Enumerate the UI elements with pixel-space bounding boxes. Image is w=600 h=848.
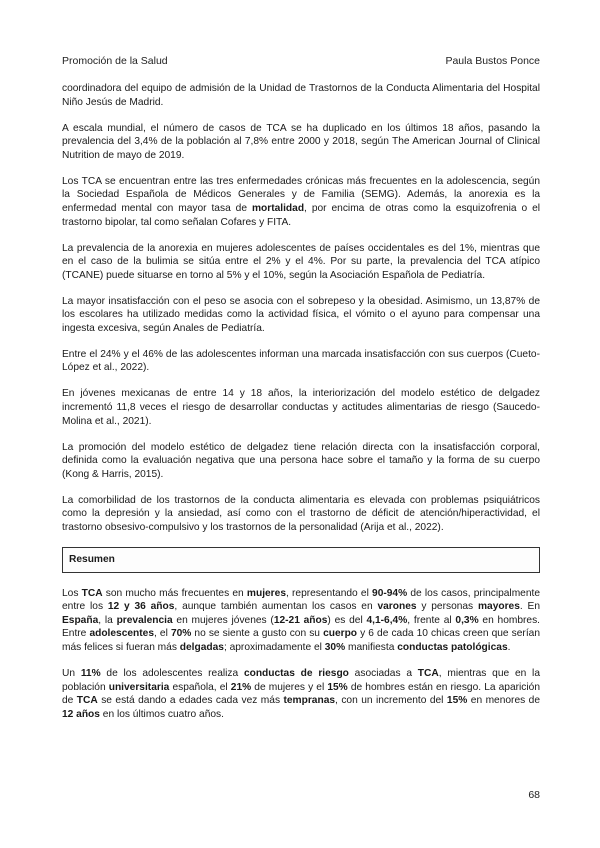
text-run: son mucho más frecuentes en [102, 587, 247, 599]
text-run: , representando el [285, 587, 373, 599]
header-course-title: Promoción de la Salud [62, 55, 168, 67]
bold-text: conductas patológicas [397, 641, 508, 653]
body-paragraph [62, 82, 540, 109]
body-paragraph [62, 348, 540, 375]
text-run: se está dando a edades cada vez más [97, 695, 284, 707]
text-run: de mujeres y el [251, 681, 328, 693]
summary-paragraph [62, 587, 540, 655]
text-run: y personas [416, 601, 478, 613]
bold-text: 12 y 36 años [107, 601, 175, 613]
text-run: . En [519, 601, 540, 613]
bold-text: España [62, 614, 99, 626]
bold-text: 15% [327, 681, 348, 693]
bold-text: 90-94% [372, 587, 408, 599]
text-run: coordinadora del equipo de admisión de la Unidad de Trastornos de la Conducta Alimentaria del Hospital Niño Jesús de Madrid. [62, 83, 540, 108]
text-run: Entre el 24% y el 46% de las adolescentes informan una marcada insatisfacción con sus cuerpos (Cueto-López et al., 2022). [62, 348, 540, 374]
document-body [62, 82, 540, 734]
text-run: , por encima de otras como la esquizofrenia o el trastorno bipolar, tal como señalan Cofares y FITA. [62, 202, 540, 228]
bold-text: 11% [80, 667, 101, 679]
bold-text: varones [377, 601, 417, 613]
text-run: manifiesta [345, 641, 398, 653]
bold-text: conductas de riesgo [243, 667, 349, 679]
body-paragraph [62, 387, 540, 428]
summary-title: Resumen [69, 553, 115, 565]
bold-text: 21% [230, 681, 252, 693]
text-run: en hombres. Entre [62, 614, 540, 640]
text-run: La prevalencia de la anorexia en mujeres adolescentes de países occidentales es del 1%, mientras que en el caso de la bulimia se sitúa entre el 2% y el 4%. Por su parte, la prevalencia del TCA atípico (TCANE) puede situarse en torno al 5% y el 10%, según la Asociación Española de Pediatría. [62, 242, 540, 281]
body-paragraph [62, 494, 540, 535]
text-run: , la [98, 614, 117, 626]
bold-text: 70% [170, 628, 192, 640]
body-paragraphs [62, 82, 540, 535]
text-run: . [507, 641, 511, 653]
text-run: Un [62, 667, 81, 679]
bold-text: delgadas [179, 641, 224, 653]
text-run: En jóvenes mexicanas de entre 14 y 18 años, la interiorización del modelo estético de delgadez incrementó 11,8 veces el riesgo de desarrollar conductas y actitudes alimentarias de riesgo (Saucedo-Molina et al., 2021). [62, 388, 540, 427]
bold-text: universitaria [108, 681, 170, 693]
bold-text: 15% [446, 695, 468, 707]
text-run: La comorbilidad de los trastornos de la conducta alimentaria es elevada con problemas psiquiátricos como la depresión y la ansiedad, así como con el trastorno de déficit de atención/hiperactividad, el trastorno obsesivo-compulsivo y los trastornos de la personalidad (Arija et al., 2022). [62, 494, 540, 533]
text-run: A escala mundial, el número de casos de TCA se ha duplicado en los últimos 18 años, pasando la prevalencia del 3,4% de la población al 7,8% entre 2000 y 2018, según The American Journal of Clinical Nutrition de mayo de 2019. [62, 122, 540, 161]
text-run: en los últimos cuatro años. [99, 708, 224, 720]
bold-text: TCA [76, 695, 98, 707]
body-paragraph [62, 175, 540, 229]
bold-text: tempranas [283, 695, 336, 707]
text-run: en mujeres jóvenes ( [172, 614, 274, 626]
summary-heading-box [62, 547, 540, 573]
summary-paragraphs [62, 587, 540, 722]
bold-text: prevalencia [116, 614, 173, 626]
bold-text: adolescentes [89, 628, 154, 640]
text-run: en menores de [467, 695, 540, 707]
header-author: Paula Bustos Ponce [445, 55, 540, 67]
bold-text: TCA [417, 667, 439, 679]
text-run: Los TCA se encuentran entre las tres enfermedades crónicas más frecuentes en la adolescencia, según la Sociedad Española de Médicos Generales y de Familia (SEMG). Además, la anorexia es la enfermedad mental con mayor tasa de [62, 175, 540, 214]
page-number: 68 [528, 789, 540, 801]
text-run: La promoción del modelo estético de delgadez tiene relación directa con la insatisfacción corporal, definida como la evaluación negativa que una persona hace sobre el tamaño y la forma de su cuerpo (Kong & Harris, 2015). [62, 441, 540, 480]
text-run: La mayor insatisfacción con el peso se asocia con el sobrepeso y la obesidad. Asimismo, un 13,87% de los escolares ha utilizado medidas como la actividad física, el vómito o el ayuno para compensar una ingesta excesiva, según Anales de Pediatría. [62, 295, 540, 334]
text-run: , frente al [407, 614, 456, 626]
text-run: ) es del [327, 614, 367, 626]
bold-text: TCA [81, 587, 103, 599]
text-run: española, el [169, 681, 231, 693]
body-paragraph [62, 242, 540, 283]
text-run: de los adolescentes realiza [100, 667, 244, 679]
text-run: , con un incremento del [335, 695, 447, 707]
body-paragraph [62, 122, 540, 163]
bold-text: mujeres [246, 587, 286, 599]
bold-text: mayores [477, 601, 520, 613]
bold-text: 0,3% [455, 614, 479, 626]
bold-text: cuerpo [323, 628, 358, 640]
text-run: y 6 de cada 10 chicas creen que serían más felices si fueran más [62, 628, 540, 653]
bold-text: 12-21 años [273, 614, 328, 626]
text-run: , el [154, 628, 171, 640]
text-run: no se siente a gusto con su [191, 628, 324, 640]
text-run: , mientras que en la población [62, 667, 540, 693]
text-run: de los casos, principalmente entre los [62, 587, 541, 613]
bold-text: 30% [324, 641, 346, 653]
text-run: Los [62, 587, 82, 599]
text-run: asociadas a [348, 667, 418, 679]
bold-text: mortalidad [251, 202, 305, 214]
summary-paragraph [62, 667, 540, 721]
body-paragraph [62, 441, 540, 482]
bold-text: 12 años [62, 708, 100, 720]
body-paragraph [62, 295, 540, 336]
bold-text: 4,1-6,4% [366, 614, 408, 626]
text-run: de hombres están en riesgo. La aparición de [62, 681, 540, 707]
page-header [62, 55, 540, 67]
text-run: ; aproximadamente el [223, 641, 325, 653]
text-run: , aunque también aumentan los casos en [174, 601, 378, 613]
